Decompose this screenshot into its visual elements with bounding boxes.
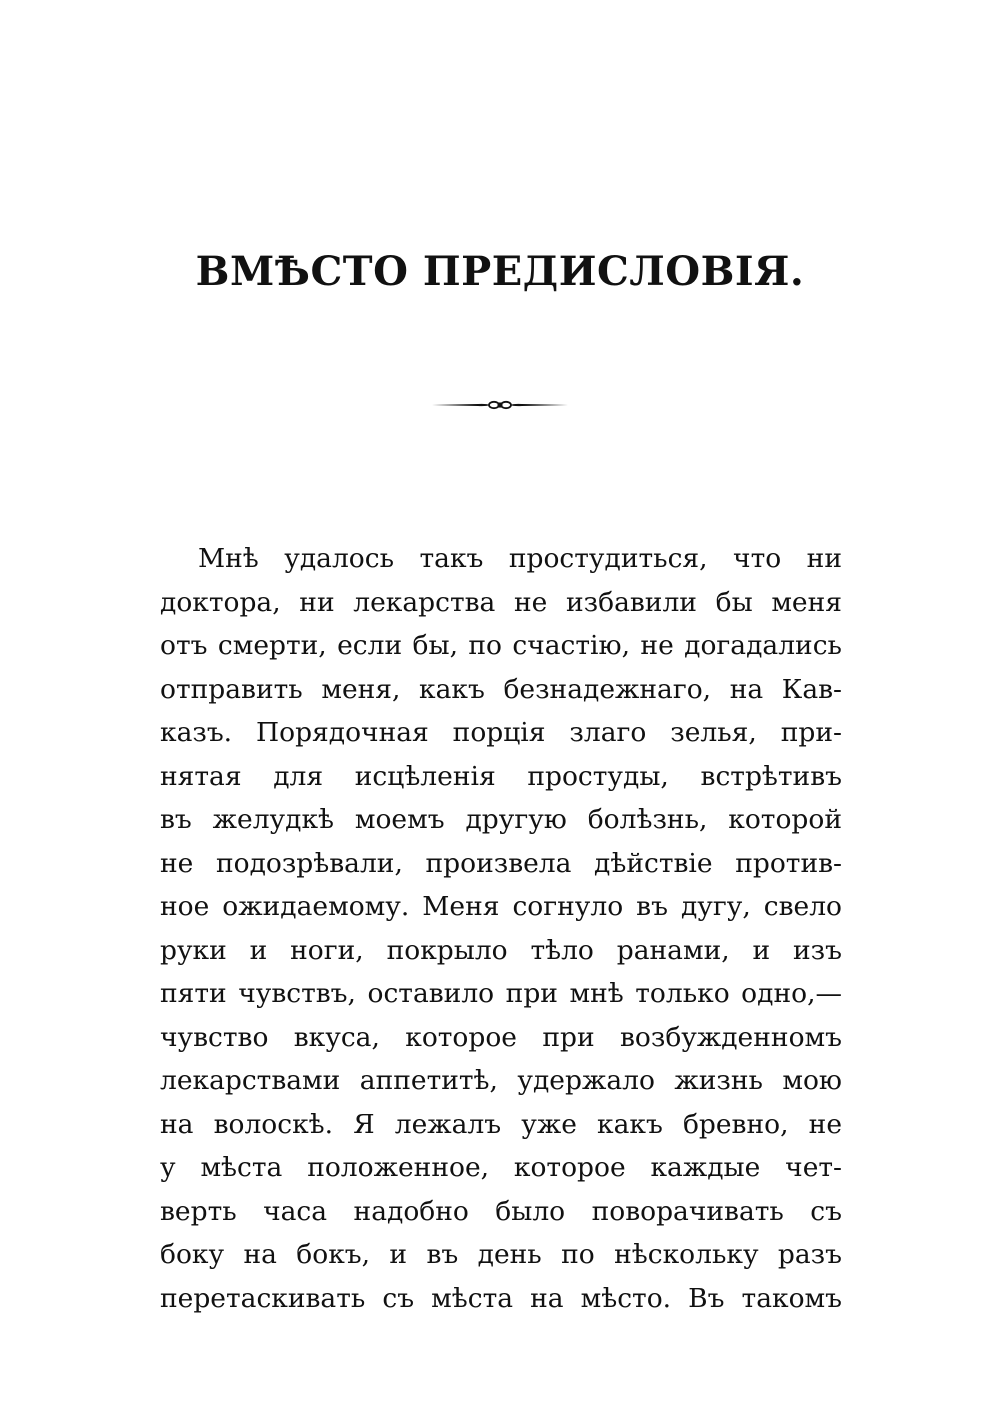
text-line: у мѣста положенное, которое каждые чет- <box>160 1152 842 1183</box>
text-line: Мнѣ удалось такъ простудиться, что ни <box>198 543 842 574</box>
text-line: пяти чувствъ, оставило при мнѣ только одно,— <box>160 978 842 1009</box>
text-line: ное ожидаемому. Меня согнуло въ дугу, свело <box>160 891 842 922</box>
text-line: не подозрѣвали, произвела дѣйствіе против- <box>160 847 842 879</box>
text-line: нятая для исцѣленія простуды, встрѣтивъ <box>160 760 842 792</box>
text-line: въ желудкѣ моемъ другую болѣзнь, которой <box>160 804 842 835</box>
chapter-title: ВМѢСТО ПРЕДИСЛОВІЯ. <box>195 248 805 295</box>
text-line: лекарствами аппетитѣ, удержало жизнь мою <box>160 1065 842 1096</box>
text-line: казъ. Порядочная порція злаго зелья, при- <box>160 717 842 748</box>
text-line: отправить меня, какъ безнадежнаго, на Кав- <box>160 673 842 705</box>
text-line: отъ смерти, если бы, по счастію, не догадались <box>160 630 842 661</box>
text-line: на волоскѣ. Я лежалъ уже какъ бревно, не <box>160 1108 842 1140</box>
text-line: перетаскивать съ мѣста на мѣсто. Въ такомъ <box>160 1282 842 1314</box>
ornamental-divider-icon <box>430 390 570 420</box>
preface-paragraph <box>160 537 842 1320</box>
text-line: чувство вкуса, которое при возбужденномъ <box>160 1021 842 1053</box>
text-line: руки и ноги, покрыло тѣло ранами, и изъ <box>160 934 842 966</box>
text-line: доктора, ни лекарства не избавили бы меня <box>160 586 842 618</box>
text-line: верть часа надобно было поворачивать съ <box>160 1195 842 1227</box>
text-line: боку на бокъ, и въ день по нѣскольку разъ <box>160 1239 842 1270</box>
